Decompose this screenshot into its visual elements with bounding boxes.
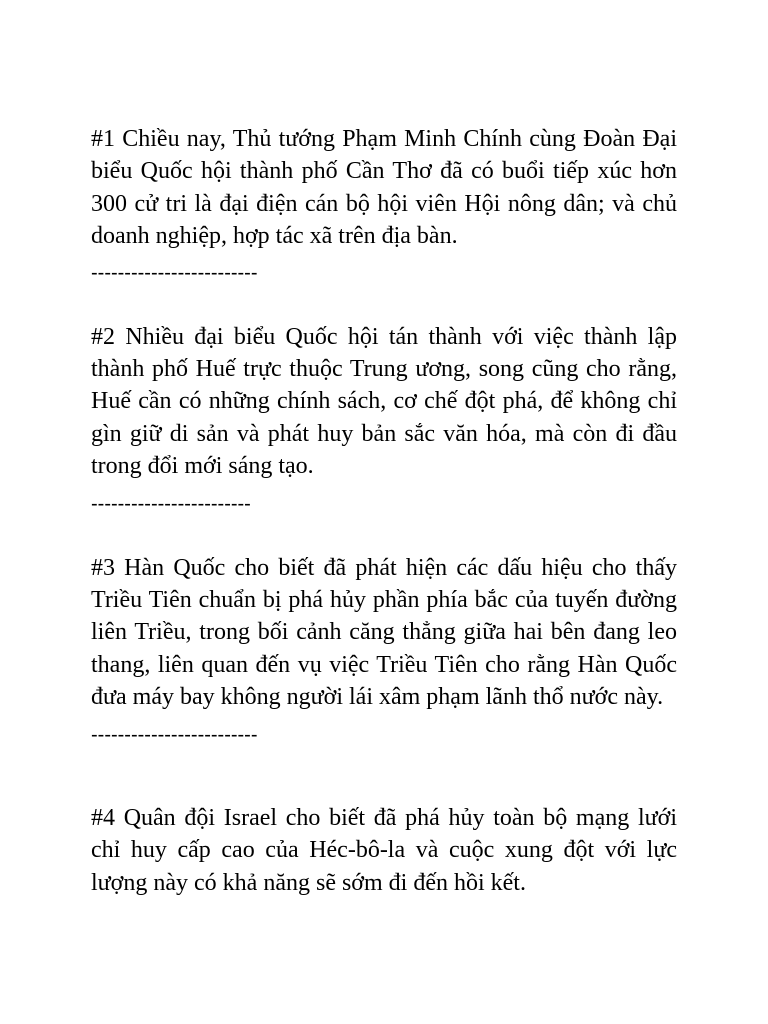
news-item-1: #1 Chiều nay, Thủ tướng Phạm Minh Chính cùng Đoàn Đại biểu Quốc hội thành phố Cần Thơ đã có buổi tiếp xúc hơn 300 cử tri là đại điện cán bộ hội viên Hội nông dân; và chủ doanh nghiệp, hợp tác xã trên địa bàn. bbox=[91, 126, 683, 250]
separator-line-1: ------------------------- bbox=[91, 261, 258, 284]
separator-line-3: ------------------------- bbox=[91, 723, 258, 746]
news-item-4: #4 Quân đội Israel cho biết đã phá hủy toàn bộ mạng lưới chỉ huy cấp cao của Héc-bô-la và cuộc xung đột với lực lượng này có khả năng sẽ sớm đi đến hồi kết. bbox=[91, 804, 683, 896]
news-item-2: #2 Nhiều đại biểu Quốc hội tán thành với việc thành lập thành phố Huế trực thuộc Trung ương, song cũng cho rằng, Huế cần có những chính sách, cơ chế đột phá, để không chỉ gìn giữ di sản và phát huy bản sắc văn hóa, mà còn đi đầu trong đổi mới sáng tạo. bbox=[91, 323, 689, 480]
document-page bbox=[91, 123, 689, 899]
separator-line-2: ------------------------ bbox=[91, 492, 251, 515]
news-item-3: #3 Hàn Quốc cho biết đã phát hiện các dấu hiệu cho thấy Triều Tiên chuẩn bị phá hủy phần phía bắc của tuyến đường liên Triều, trong bối cảnh căng thẳng giữa hai bên đang leo thang, liên quan đến vụ việc Triều Tiên cho rằng Hàn Quốc đưa máy bay không người lái xâm phạm lãnh thổ nước này. bbox=[91, 554, 683, 711]
